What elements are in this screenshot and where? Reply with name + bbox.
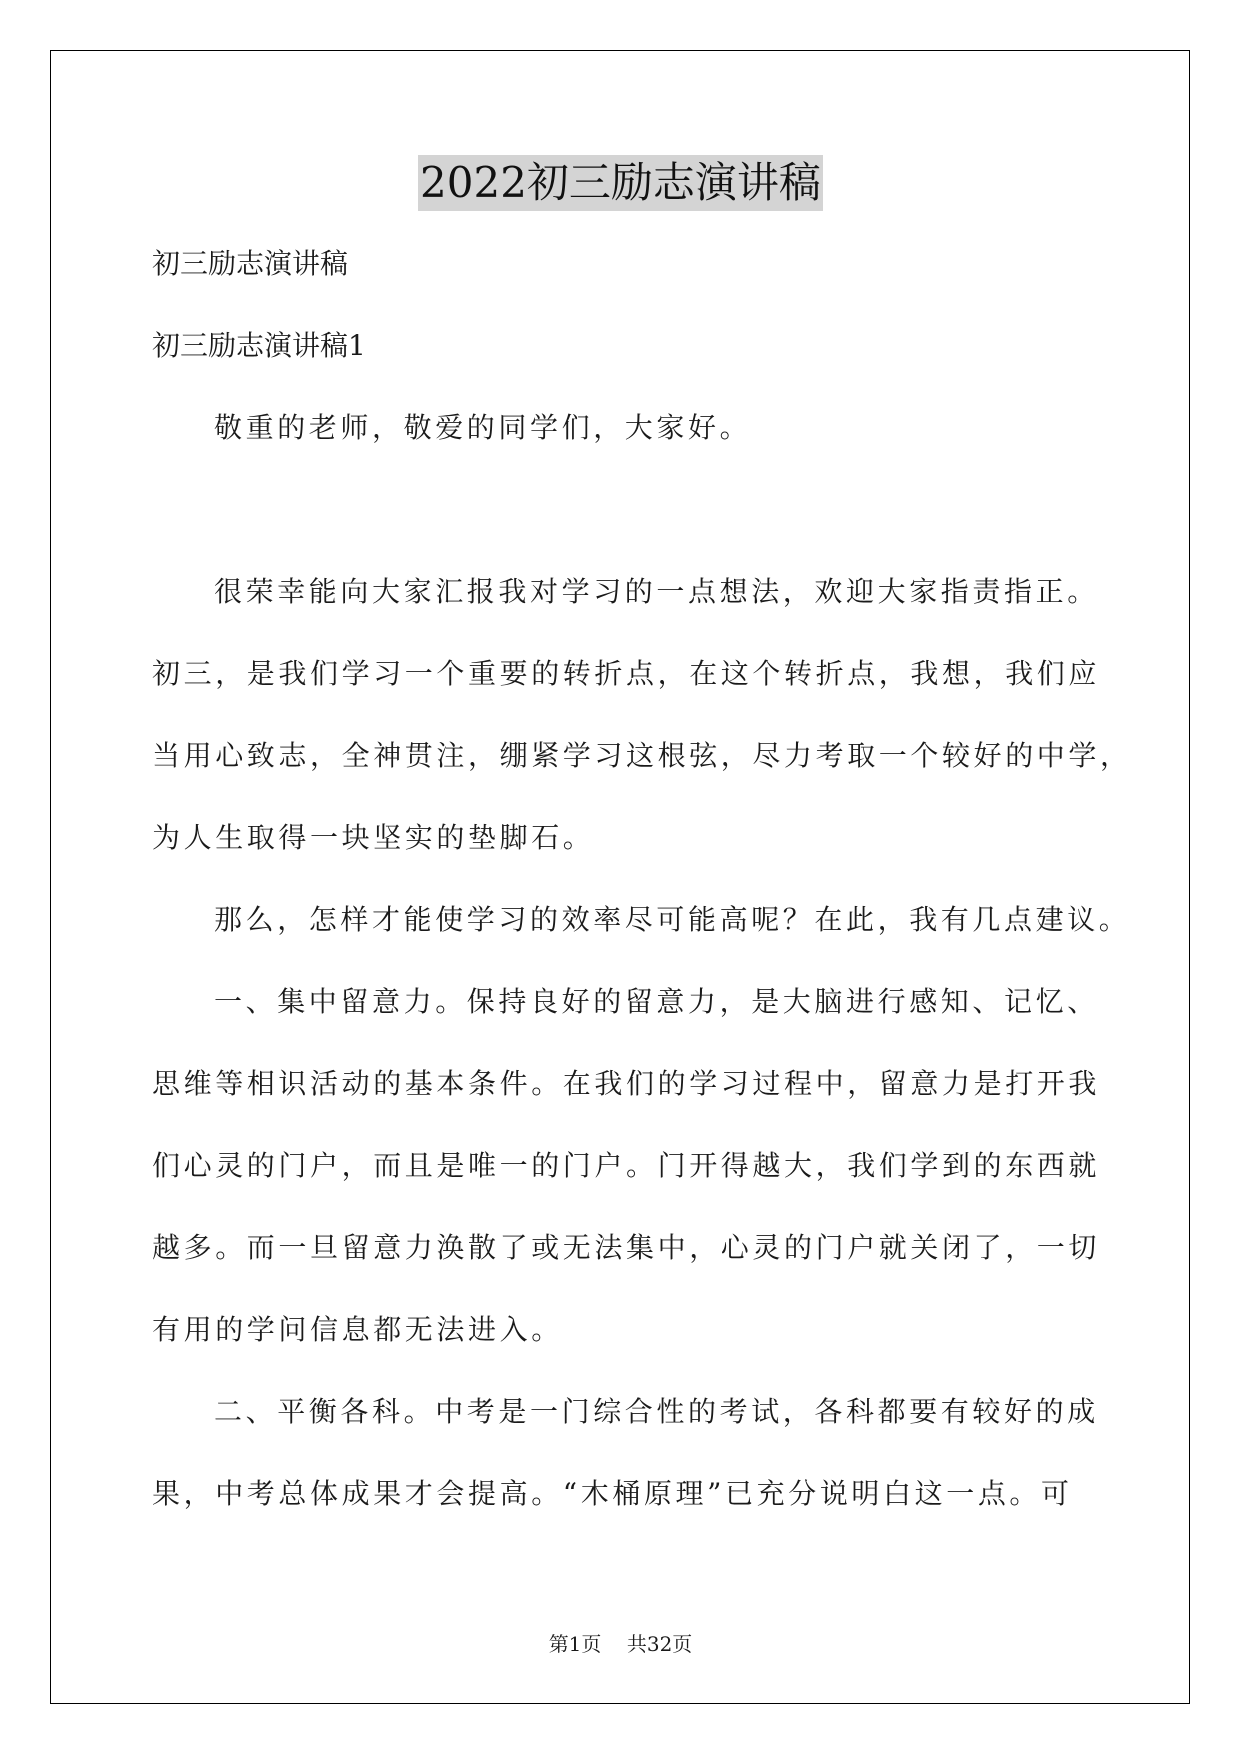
body-line: 二、平衡各科。中考是一门综合性的考试，各科都要有较好的成 — [214, 1395, 1099, 1428]
blank-line — [152, 486, 1092, 568]
footer-spacer — [601, 1632, 626, 1656]
page-footer — [0, 1630, 1241, 1658]
page-number: 第1页 — [548, 1632, 602, 1656]
subtitle: 初三励志演讲稿 — [152, 247, 349, 280]
body-line: 一、集中留意力。保持良好的留意力，是大脑进行感知、记忆、 — [214, 985, 1099, 1018]
body-line: 当用心致志，全神贯注，绷紧学习这根弦，尽力考取一个较好的中学， — [152, 739, 1132, 772]
body-line: 们心灵的门户，而且是唯一的门户。门开得越大，我们学到的东西就 — [152, 1149, 1101, 1182]
document-body — [152, 240, 1132, 1552]
body-line: 果，中考总体成果才会提高。“木桶原理”已充分说明白这一点。可 — [152, 1477, 1073, 1510]
body-line: 那么，怎样才能使学习的效率尽可能高呢？在此，我有几点建议。 — [214, 903, 1131, 936]
body-line: 越多。而一旦留意力涣散了或无法集中，心灵的门户就关闭了，一切 — [152, 1231, 1101, 1264]
document-title: 2022初三励志演讲稿 — [418, 155, 823, 211]
body-line: 有用的学问信息都无法进入。 — [152, 1313, 563, 1346]
greeting-paragraph: 敬重的老师，敬爱的同学们，大家好。 — [214, 411, 752, 444]
body-line: 为人生取得一块坚实的垫脚石。 — [152, 821, 595, 854]
section-heading: 初三励志演讲稿1 — [152, 329, 366, 362]
total-pages: 共32页 — [626, 1632, 693, 1656]
body-line: 很荣幸能向大家汇报我对学习的一点想法，欢迎大家指责指正。 — [214, 575, 1099, 608]
title-container — [0, 155, 1241, 211]
body-line: 初三，是我们学习一个重要的转折点，在这个转折点，我想，我们应 — [152, 657, 1101, 690]
body-line: 思维等相识活动的基本条件。在我们的学习过程中，留意力是打开我 — [152, 1067, 1101, 1100]
